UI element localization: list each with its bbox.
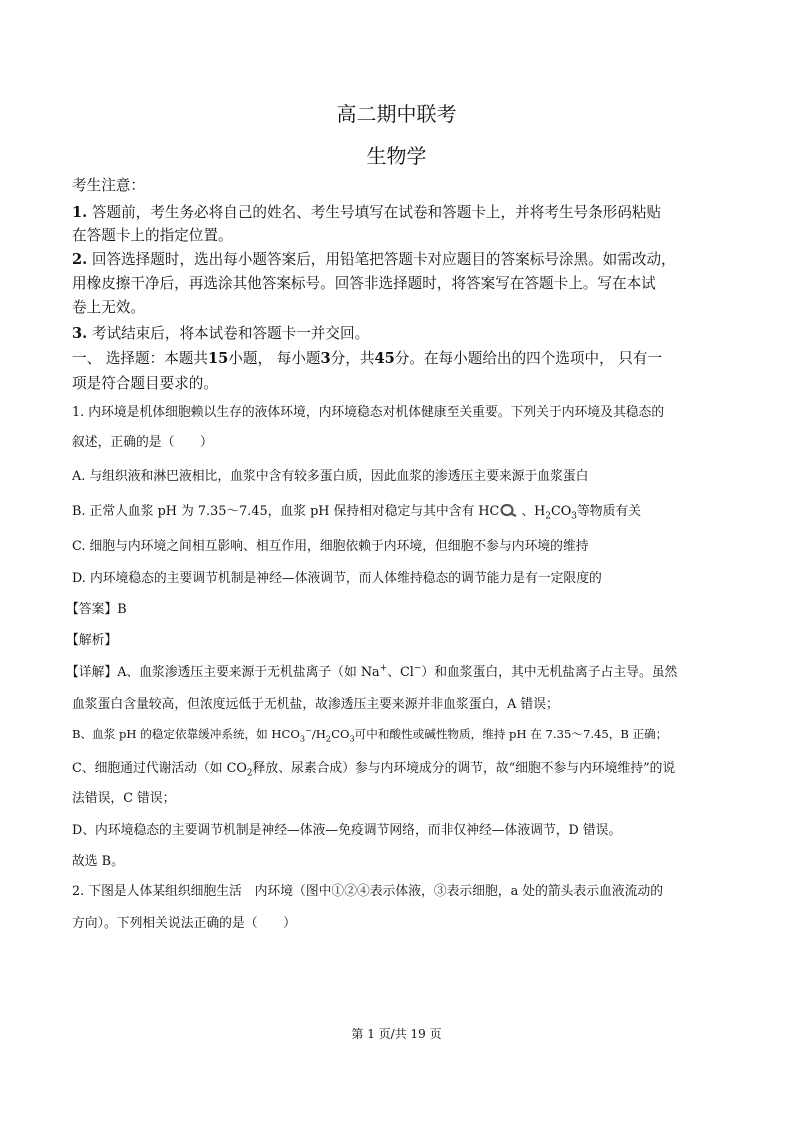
- cl-superscript: −: [413, 663, 422, 674]
- section-count: 15: [207, 350, 229, 367]
- notice-item-2-text: 回答选择题时，选出每小题答案后，用铅笔把答题卡对应题目的答案标号涂黑。如需改动，: [91, 251, 676, 268]
- q1-detail-text-c: ）和血浆蛋白，其中无机盐离子占主导。虽然: [421, 665, 678, 680]
- q1-detail-line-1: [66, 661, 677, 680]
- notice-item-1-cont: 在答题卡上的指定位置。: [72, 227, 233, 244]
- subject-title: 生物学: [366, 144, 427, 168]
- section-text-4: 分。在每小题给出的四个选项中， 只有一: [394, 350, 663, 367]
- notice-item-2-cont: 用橡皮擦干净后，再选涂其他答案标号。回答非选择题时，将答案写在答题卡上。写在本试: [72, 275, 656, 292]
- q1-option-b-sub3: 3: [571, 511, 577, 522]
- notice-item-3-number: 3.: [72, 325, 88, 342]
- q1-stem-cont: 叙述，正确的是（ ）: [72, 435, 213, 450]
- h2-sub: 2: [325, 733, 332, 744]
- q1-answer: 【答案】B: [66, 602, 127, 617]
- broken-formula-icon: [500, 503, 518, 517]
- q1-detail-line-6: D、内环境稳态的主要调节机制是神经—体液—免疫调节网络，而非仅神经—体液调节，D 错误。: [72, 823, 622, 838]
- q1-option-c: C. 细胞与内环境之间相互影响、相互作用，细胞依赖于内环境，但细胞不参与内环境的维持: [72, 539, 589, 554]
- hco3-sup: −: [305, 725, 312, 736]
- q1-option-b-h: 、H: [521, 504, 546, 519]
- q1-detail-l4-a: C、细胞通过代谢活动（如 CO: [72, 761, 247, 776]
- na-superscript: +: [379, 663, 388, 674]
- q1-detail-l3-c: CO: [331, 727, 350, 741]
- q1-option-d: D. 内环境稳态的主要调节机制是神经—体液调节，而人体维持稳态的调节能力是有一定限度的: [72, 571, 602, 586]
- q1-option-b-sub2: 2: [545, 511, 551, 522]
- section-text-2: 小题， 每小题: [228, 350, 321, 367]
- q1-detail-text-a: 【详解】A、血浆渗透压主要来源于无机盐离子（如 Na: [66, 665, 380, 680]
- q1-detail-line-3: [72, 726, 667, 742]
- page-title: 高二期中联考: [336, 102, 457, 126]
- q1-detail-line-5: 法错误，C 错误；: [72, 791, 176, 806]
- q1-option-b-tail: 等物质有关: [577, 504, 641, 519]
- notice-item-3-text: 考试结束后，将本试卷和答题卡一并交回。: [91, 325, 370, 342]
- notice-item-2-number: 2.: [72, 251, 88, 268]
- q2-stem: 2. 下图是人体某组织细胞生活 内环境（图中①②④表示体液，③表示细胞，a 处的箭头表示血液流动的: [72, 884, 664, 899]
- q1-analysis-label: 【解析】: [66, 633, 118, 648]
- q1-detail-l3-a: B、血浆 pH 的稳定依靠缓冲系统，如 HCO: [72, 727, 300, 741]
- notice-item-2-cont2: 卷上无效。: [72, 299, 145, 316]
- q1-detail-line-7: 故选 B。: [72, 854, 124, 869]
- q1-detail-l4-b: 释放、尿素合成）参与内环境成分的调节，故“细胞不参与内环境维持”的说: [252, 761, 676, 776]
- section-total: 45: [374, 350, 395, 367]
- section-heading-cont: 项是符合题目要求的。: [72, 375, 218, 392]
- co3-sub: 3: [349, 733, 355, 744]
- notice-item-1-text: 答题前，考生务必将自己的姓名、考生号填写在试卷和答题卡上，并将考生号条形码粘贴: [91, 204, 662, 221]
- notice-item-3: [72, 322, 369, 343]
- q1-option-b-co: CO: [551, 504, 572, 519]
- q1-detail-line-2: 血浆蛋白含量较高，但浓度远低于无机盐，故渗透压主要来源并非血浆蛋白，A 错误；: [72, 697, 559, 712]
- hco3-sub: 3: [299, 733, 306, 744]
- q1-stem: 1. 内环境是机体细胞赖以生存的液体环境，内环境稳态对机体健康至关重要。下列关于内环境及其稳态的: [72, 405, 665, 420]
- section-text-1: 一、 选择题：本题共: [72, 350, 208, 367]
- section-points: 3: [320, 350, 331, 367]
- q2-stem-cont: 方向）。下列相关说法正确的是（ ）: [72, 916, 296, 931]
- q1-option-b-text: B. 正常人血浆 pH 为 7.35～7.45，血浆 pH 保持相对稳定与其中含有 HC: [72, 504, 500, 519]
- q1-option-a: A. 与组织液和淋巴液相比，血浆中含有较多蛋白质，因此血浆的渗透压主要来源于血浆蛋白: [72, 469, 589, 484]
- q1-option-b: [72, 500, 641, 522]
- q1-detail-l3-d: 可中和酸性或碱性物质，维持 pH 在 7.35～7.45，B 正确；: [354, 727, 668, 741]
- co2-sub: 2: [246, 768, 253, 779]
- section-heading: [72, 347, 662, 368]
- notice-item-1-number: 1.: [72, 204, 88, 221]
- notice-item-2: [72, 248, 676, 269]
- q1-detail-l3-b: /H: [311, 727, 326, 741]
- section-text-3: 分，共: [330, 350, 375, 367]
- q1-detail-line-4: [72, 757, 676, 779]
- q1-detail-text-b: 、Cl: [387, 665, 414, 680]
- page-number: 第 1 页/共 19 页: [351, 1027, 442, 1041]
- notice-item-1: [72, 201, 661, 222]
- notice-heading: 考生注意：: [72, 177, 145, 194]
